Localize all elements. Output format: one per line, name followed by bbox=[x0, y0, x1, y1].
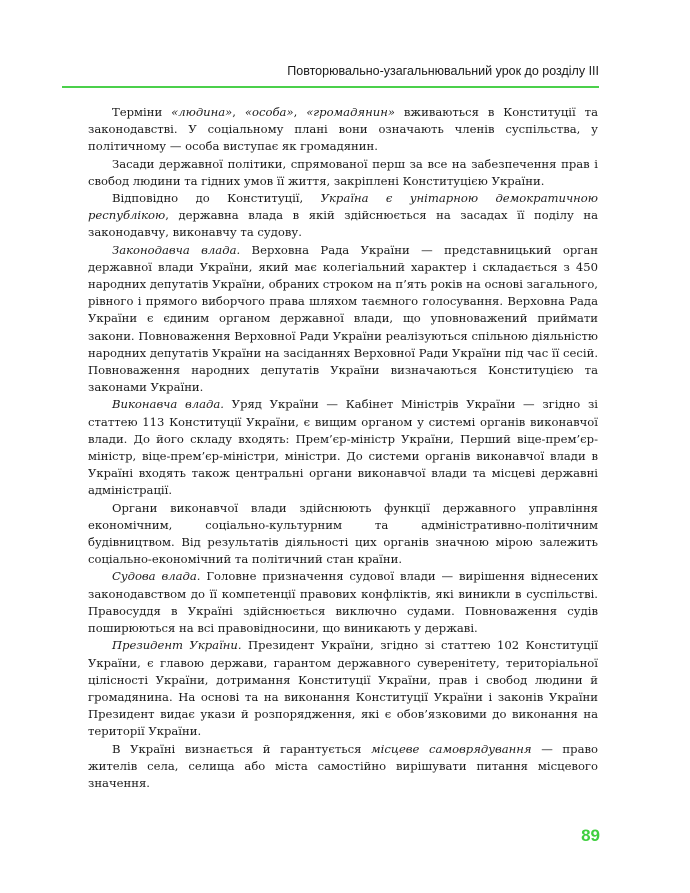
paragraph-local-government: В Україні визнається й гарантується місцеве самоврядування — право жителів села, селища або міста самостійно вирішувати питання місцевого значення. bbox=[88, 741, 598, 790]
paragraph-unitary-state: Відповідно до Конституції, Україна є унітарною демократичною республікою, державна влада в якій здійснюється на засадах її поділу на законодавчу, виконавчу та судову. bbox=[88, 191, 598, 240]
body-text bbox=[88, 104, 598, 792]
page-number: 89 bbox=[581, 826, 600, 845]
paragraph-legislative: Законодавча влада. Верховна Рада України — представницький орган державної влади України, який має колегіальний характер і складається з 450 народних депутатів України, обраних строком на п’ять років на основі загального, рівного і прямого виборчого права шляхом таємного голосування. Верховна Рада України є єдиним органом державної влади, що уповноважений приймати закони. Повноваження Верховної Ради України реалізуються спільною діяльністю народних депутатів України на засіданнях Верховної Ради України під час її сесій. Повноваження народних депутатів України визначаються Конституцією та законами України. bbox=[88, 242, 598, 395]
running-head: Повторювально-узагальнювальний урок до розділу III bbox=[287, 64, 599, 78]
paragraph-state-policy: Засади державної політики, спрямованої перш за все на забезпечення прав і свобод людини та гідних умов її життя, закріплені Конституцією України. bbox=[88, 156, 598, 188]
header-rule bbox=[62, 86, 599, 88]
paragraph-terms: Терміни «людина», «особа», «громадянин» вживаються в Конституції та законодавстві. У соціальному плані вони означають членів суспільства, у політичному — особа виступає як громадянин. bbox=[88, 105, 598, 154]
paragraph-executive: Виконавча влада. Уряд України — Кабінет Міністрів України — згідно зі статтею 113 Конституції України, є вищим органом у системі органів виконавчої влади. До його складу входять: Прем’єр-міністр України, Перший віце-прем’єр-міністр, віце-прем’єр-міністри, міністри. До системи органів виконавчої влади в Україні входять також центральні органи виконавчої влади та місцеві державні адміністрації. bbox=[88, 397, 598, 498]
paragraph-executive-bodies: Органи виконавчої влади здійснюють функції державного управління економічним, соціально-культурним та адміністративно-політичним будівництвом. Від результатів діяльності цих органів значною мірою залежить соціально-економічний та політичний стан країни. bbox=[88, 500, 598, 567]
paragraph-judicial: Судова влада. Головне призначення судової влади — вирішення віднесених законодавством до її компетенції правових конфліктів, які виникли в суспільстві. Правосуддя в Україні здійснюється виключно судами. Повноваження судів поширюються на всі правовідносини, що виникають у державі. bbox=[88, 569, 598, 636]
paragraph-president: Президент України. Президент України, згідно зі статтею 102 Конституції України, є главою держави, гарантом державного суверенітету, територіальної цілісності України, дотримання Конституції України, прав і свобод людини й громадянина. На основі та на виконання Конституції України і законів України Президент видає укази й розпорядження, які є обов’язковими до виконання на території України. bbox=[88, 638, 599, 739]
